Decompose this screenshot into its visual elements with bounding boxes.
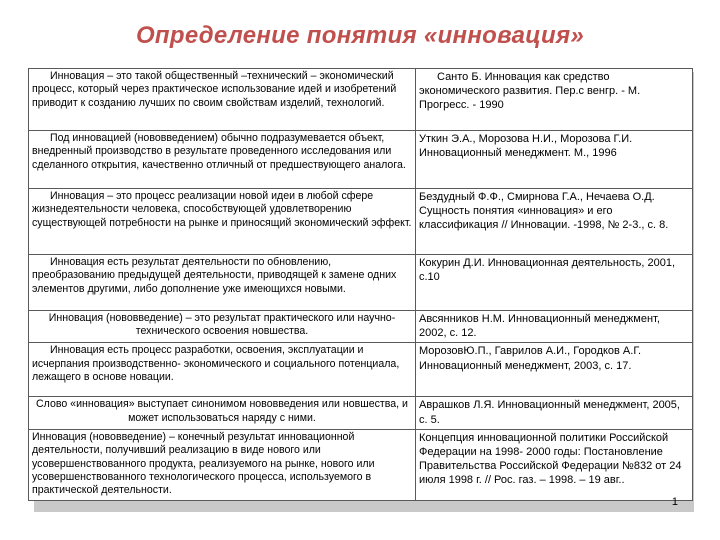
table-row — [29, 343, 693, 397]
definition-cell: Инновация есть процесс разработки, освоения, эксплуатации и исчерпания производственно- экономического и социального потенциала, лежащего в основе новации. — [29, 343, 416, 397]
page-title: Определение понятия «инновация» — [135, 22, 585, 49]
table-row — [29, 311, 693, 343]
table-row — [29, 69, 693, 131]
source-cell: Аврашков Л.Я. Инновационный менеджмент, 2005, с. 5. — [416, 397, 693, 429]
definition-cell: Слово «инновация» выступает синонимом нововведения или новшества, и может использоваться наряду с ними. — [29, 397, 416, 429]
definition-cell: Под инновацией (нововведением) обычно подразумевается объект, внедренный производство в результате проведенного исследования или сделанного открытия, качественно отличный от предшествующего аналога. — [29, 131, 416, 189]
source-cell: Бездудный Ф.Ф., Смирнова Г.А., Нечаева О.Д. Сущность понятия «инновация» и его классификация // Инновации. -1998, № 2-3., с. 8. — [416, 189, 693, 255]
page-number: 1 — [671, 496, 678, 508]
source-cell: Авсянников Н.М. Инновационный менеджмент, 2002, с. 12. — [416, 311, 693, 343]
source-cell: МорозовЮ.П., Гаврилов А.И., Городков А.Г. Инновационный менеджмент, 2003, с. 17. — [416, 343, 693, 397]
source-cell: Санто Б. Инновация как средство экономического развития. Пер.с венгр. - М. Прогресс. - 1990 — [416, 69, 693, 131]
table-row — [29, 397, 693, 429]
definition-cell: Инновация – это процесс реализации новой идеи в любой сфере жизнедеятельности человека, способствующей удовлетворению существующей потребности на рынке и приносящий экономический эффект. — [29, 189, 416, 255]
table-row — [29, 131, 693, 189]
source-cell: Уткин Э.А., Морозова Н.И., Морозова Г.И. Инновационный менеджмент. М., 1996 — [416, 131, 693, 189]
definition-cell: Инновация есть результат деятельности по обновлению, преобразованию предыдущей деятельности, приводящей к замене одних элементов другими, либо дополнение уже имеющихся новыми. — [29, 255, 416, 311]
table-row — [29, 255, 693, 311]
table-row — [29, 189, 693, 255]
source-cell: Концепция инновационной политики Российской Федерации на 1998- 2000 годы: Постановление Правительства Российской Федерации №832 от 24 июля 1998 г. // Рос. газ. – 1998. – 19 авг.. — [416, 429, 693, 500]
definition-cell: Инновация (нововведение) – это результат практического или научно-технического освоения новшества. — [29, 311, 416, 343]
source-cell: Кокурин Д.И. Инновационная деятельность, 2001, с.10 — [416, 255, 693, 311]
definitions-table — [28, 68, 693, 501]
table-row — [29, 429, 693, 500]
definition-cell: Инновация (нововведение) – конечный результат инновационной деятельности, получивший реализацию в виде нового или усовершенствованного продукта, реализуемого на рынке, нового или усовершенствованного технологического процесса, используемого в практической деятельности. — [29, 429, 416, 500]
definition-cell: Инновация – это такой общественный –технический – экономический процесс, который через практическое использование идей и изобретений приводит к созданию лучших по своим свойствам изделий, технологий. — [29, 69, 416, 131]
